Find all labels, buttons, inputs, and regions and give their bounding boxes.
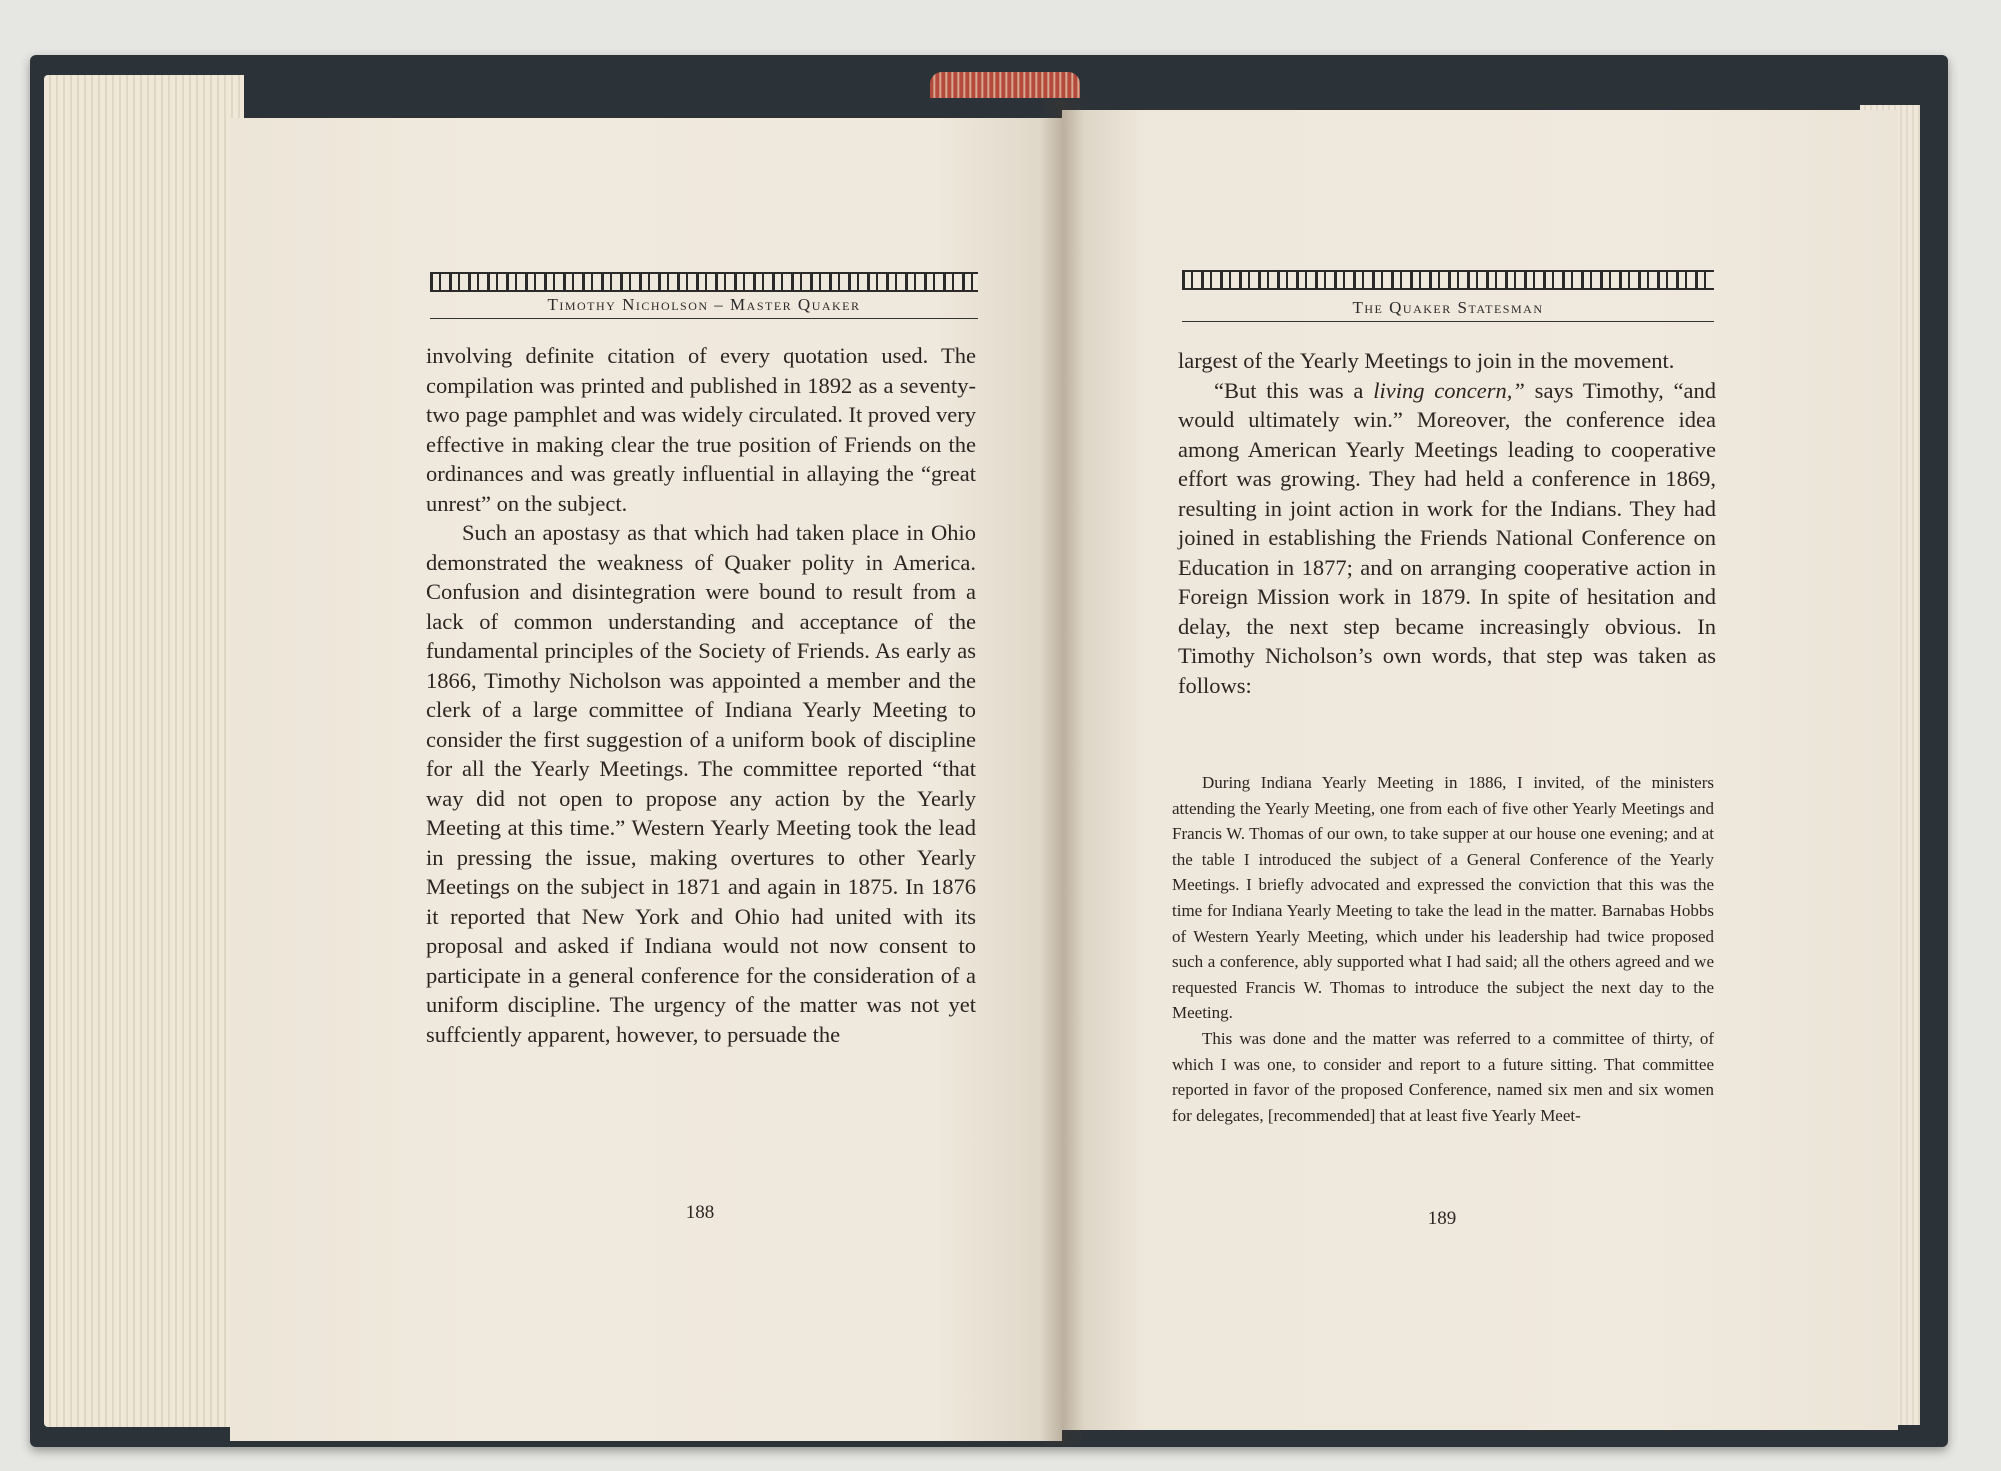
- left-running-head: Timothy Nicholson – Master Quaker: [430, 295, 978, 319]
- left-ornament-rule: [430, 272, 978, 292]
- left-paragraph-1: involving definite citation of every quotation used. The compilation was printed and published in 1892 as a seventy-two page pamphlet and was widely circulated. It proved very effective in making clear the true position of Friends on the ordinances and was greatly influential in allaying the “great unrest” on the subject.: [426, 343, 976, 516]
- right-paragraph-2: [1178, 376, 1716, 701]
- right-page-number: 189: [1427, 1208, 1457, 1229]
- page-edges-left: [44, 75, 244, 1427]
- right-paragraph-2-rest: says Timothy, “and would ultimately win.” Moreover, the conference idea among American Yearly Meetings leading to cooperative effort was growing. They had held a conference in 1869, resulting in joint action in work for the Indians. They had joined in establishing the Friends National Conference on Education in 1877; and on arranging cooperative action in Foreign Mission work in 1879. In spite of hesitation and delay, the next step became increasingly obvious. In Timothy Nicholson’s own words, that step was taken as follows:: [1178, 377, 1716, 698]
- right-paragraph-2-italic: living concern,”: [1373, 377, 1525, 403]
- right-ornament-rule: [1182, 270, 1714, 290]
- right-paragraph-2-start: “But this was a: [1214, 377, 1374, 403]
- headband: [930, 72, 1080, 98]
- right-paragraph-1: largest of the Yearly Meetings to join in the movement.: [1178, 348, 1675, 373]
- gutter-shadow: [1040, 100, 1084, 1445]
- right-body-text: [1178, 346, 1716, 700]
- quote-paragraph-2: This was done and the matter was referred to a committee of thirty, of which I was one, to consider and report to a future sitting. That committee reported in favor of the proposed Conference, named six men and six women for delegates, [recommended] that at least five Yearly Meet-: [1172, 1028, 1714, 1125]
- left-body-text: [426, 341, 976, 1049]
- left-paragraph-2: Such an apostasy as that which had taken place in Ohio demonstrated the weakness of Quaker polity in America. Confusion and disintegration were bound to result from a lack of common understanding and acceptance of the fundamental principles of the Society of Friends. As early as 1866, Timothy Nicholson was appointed a member and the clerk of a large committee of Indiana Yearly Meeting to consider the first suggestion of a uniform book of discipline for all the Yearly Meetings. The committee reported “that way did not open to propose any action by the Yearly Meeting at this time.” Western Yearly Meeting took the lead in pressing the issue, making overtures to other Yearly Meetings on the subject in 1871 and again in 1875. In 1876 it reported that New York and Ohio had united with its proposal and asked if Indiana would not now consent to participate in a general conference for the consideration of a uniform discipline. The urgency of the matter was not yet suffciently apparent, however, to persuade the: [426, 520, 976, 1047]
- right-running-head: The Quaker Statesman: [1182, 298, 1714, 322]
- right-block-quote: [1172, 770, 1714, 1128]
- left-page-number: 188: [685, 1202, 715, 1223]
- quote-paragraph-1: During Indiana Yearly Meeting in 1886, I invited, of the ministers attending the Yearly Meeting, one from each of five other Yearly Meetings and Francis W. Thomas of our own, to take supper at our house one evening; and at the table I introduced the subject of a General Conference of the Yearly Meetings. I briefly advocated and expressed the conviction that this was the time for Indiana Yearly Meeting to take the lead in the matter. Barnabas Hobbs of Western Yearly Meeting, which under his leadership had twice proposed such a conference, ably supported what I had said; all the others agreed and we requested Francis W. Thomas to introduce the subject the next day to the Meeting.: [1172, 773, 1714, 1023]
